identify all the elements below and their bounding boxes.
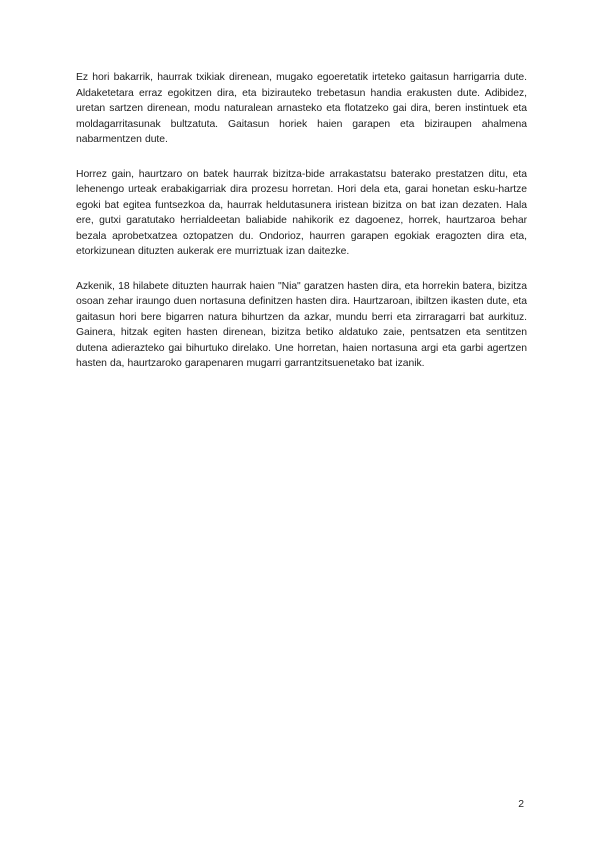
paragraph-1: Ez hori bakarrik, haurrak txikiak direnean, mugako egoeretatik irteteko gaitasun harrigarria dute. Aldaketetara erraz egokitzen dira, eta bizirauteko trebetasun handia erakusten dute. Adibidez, uretan sartzen direnean, modu naturalean arnasteko eta flotatzeko gai dira, beren instintuek eta moldagarritasunak bultzatuta. Gaitasun horiek haien garapen eta biziraupen ahalmena nabarmentzen dute.	[76, 72, 527, 145]
document-body	[76, 70, 527, 391]
paragraph-2: Horrez gain, haurtzaro on batek haurrak bizitza-bide arrakastatsu baterako prestatzen ditu, eta lehenengo urteak erabakigarriak dira prozesu horretan. Hori dela eta, garai honetan esku-hartze egoki bat egitea funtsezkoa da, haurrak heldutasunera iristean bizitza on bat izan dezaten. Hala ere, gutxi garatutako herrialdeetan baliabide nahikorik ez dagoenez, horrek, haurtzaroa behar bezala aprobetxatzea oztopatzen du. Ondorioz, haurren garapen egokiak eragozten dira eta, etorkizunean dituzten aukerak ere murriztuak izan daitezke.	[76, 168, 527, 257]
page-number: 2	[518, 799, 524, 810]
paragraph-3: Azkenik, 18 hilabete dituzten haurrak haien "Nia" garatzen hasten dira, eta horrekin batera, bizitza osoan zehar iraungo duen nortasuna definitzen hasten dira. Haurtzaroan, ibiltzen ikasten dute, eta gaitasun hori bere bigarren natura bihurtzen da azkar, mundu berri eta zirraragarri bat aurkituz. Gainera, hitzak egiten hasten direnean, bizitza betiko aldatuko zaie, pentsatzen eta sentitzen dutena adierazteko gai bihurtuko direlako. Une horretan, haien nortasuna argi eta garbi agertzen hasten da, haurtzaroko garapenaren mugarri garrantzitsuenetako bat izanik.	[76, 280, 527, 369]
